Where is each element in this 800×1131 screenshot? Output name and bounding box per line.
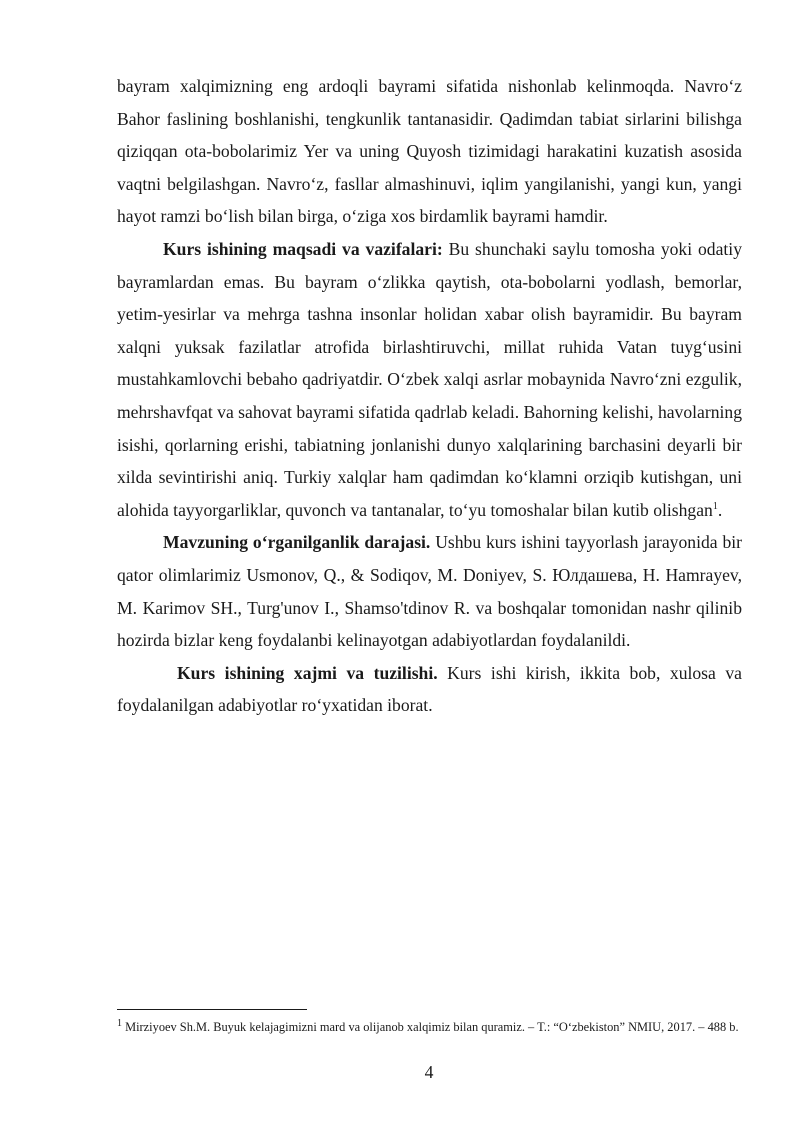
paragraph-goals <box>117 233 742 526</box>
study-degree-text: Ushbu kurs ishini tayyorlash jarayonida bir qator olimlarimiz Usmonov, Q., & Sodiqov, M. Doniyev, S. Юлдашева, H. Hamrayev, M. Karimov SH., Turg'unov I., Shamso'tdinov R. va boshqalar tomonidan nashr qilinib hozirda bizlar keng foydalanbi kelinayotgan adabiyotlardan foydalanildi. <box>117 532 742 651</box>
structure-text: Kurs ishi kirish, ikkita bob, xulosa va foydalanilgan adabiyotlar ro‘yxatidan iborat. <box>117 662 742 716</box>
page-number: 4 <box>424 1062 434 1082</box>
footnote-separator <box>117 1009 307 1010</box>
body-text <box>117 70 742 722</box>
goals-text: Bu shunchaki saylu tomosha yoki odatiy bayramlardan emas. Bu bayram o‘zlikka qaytish, ota-bobolarni yodlash, bemorlar, yetim-yesirlar va mehrga tashna insonlar holidan xabar olish bayramidir. Bu bayram xalqni yuksak fazilatlar atrofida birlashtiruvchi, millat ruhida Vatan tuyg‘usini mustahkamlovchi bebaho qadriyatdir. O‘zbek xalqi asrlar mobaynida Navro‘zni ezgulik, mehrshavfqat va sahovat bayrami sifatida qadrlab keladi. Bahorning kelishi, havolarning isishi, qorlarning erishi, tabiatning jonlanishi dunyo xalqlarining barchasini deyarli bir xilda sevintirishi aniq. Turkiy xalqlar ham qadimdan ko‘klamni orziqib kutishgan, uni alohida tayyorgarliklar, quvonch va tantanalar, to‘yu tomoshalar bilan kutib olishgan <box>117 238 742 520</box>
structure-heading: Kurs ishining xajmi va tuzilishi. <box>177 662 438 683</box>
goals-heading: Kurs ishining maqsadi va vazifalari: <box>163 238 443 259</box>
footnote <box>117 1018 742 1037</box>
paragraph-structure <box>117 657 742 722</box>
paragraph-intro-text: bayram xalqimizning eng ardoqli bayrami sifatida nishonlab kelinmoqda. Navro‘z Bahor faslining boshlanishi, tengkunlik tantanasidir. Qadimdan tabiat sirlarini bilishga qiziqqan ota-bobolarimiz Yer va uning Quyosh tizimidagi harakatini kuzatish asosida vaqtni belgilashgan. Navro‘z, fasllar almashinuvi, iqlim yangilanishi, yangi kun, yangi hayot ramzi bo‘lish bilan birga, o‘ziga xos birdamlik bayrami hamdir. <box>117 76 742 227</box>
goals-text-end: . <box>717 499 723 520</box>
paragraph-study-degree <box>117 526 742 656</box>
study-degree-heading: Mavzuning o‘rganilganlik darajasi. <box>163 532 431 553</box>
paragraph-intro <box>117 70 742 233</box>
footnote-reference[interactable]: 1 <box>712 500 718 512</box>
footnote-marker: 1 <box>117 1017 122 1029</box>
footnote-text: Mirziyoev Sh.M. Buyuk kelajagimizni mard va olijanob xalqimiz bilan quramiz. – T.: “O‘zbekiston” NMIU, 2017. – 488 b. <box>122 1020 739 1034</box>
